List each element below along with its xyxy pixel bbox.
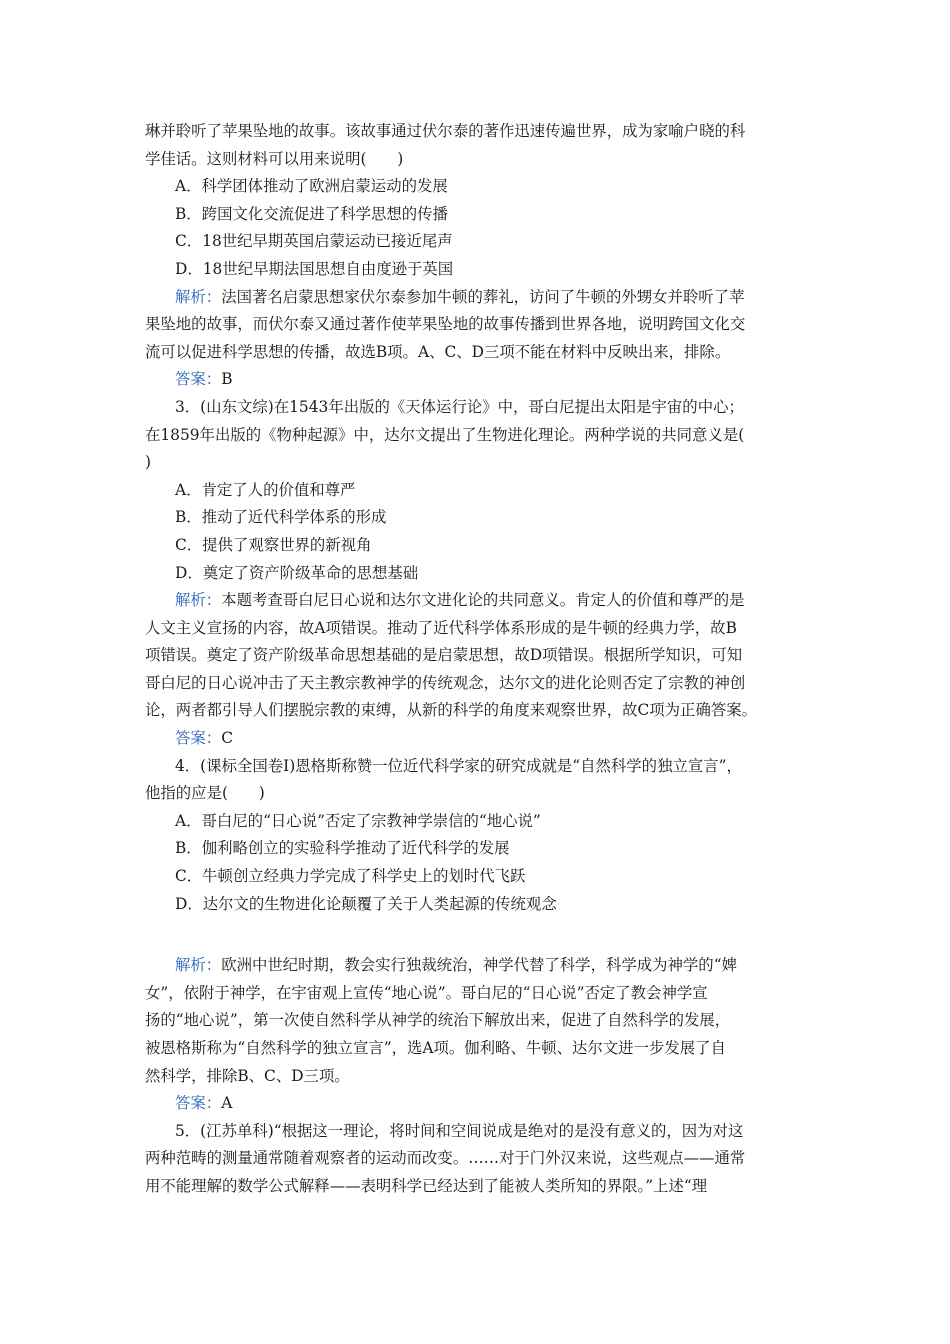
q3-option-d: D．奠定了资产阶级革命的思想基础 — [175, 563, 419, 582]
q5-stem-line: 两种范畴的测量通常随着观察者的运动而改变。……对于门外汉来说，这些观点——通常 — [145, 1149, 746, 1168]
analysis-text: 法国著名启蒙思想家伏尔泰参加牛顿的葬礼，访问了牛顿的外甥女并聆听了苹 — [221, 287, 745, 306]
q2-option-a: A．科学团体推动了欧洲启蒙运动的发展 — [175, 177, 448, 196]
q2-analysis-line: 流可以促进科学思想的传播，故选B项。A、C、D三项不能在材料中反映出来，排除。 — [145, 342, 731, 361]
answer-label: 答案： — [175, 370, 222, 389]
analysis-label: 解析： — [175, 591, 222, 610]
q2-option-b: B．跨国文化交流促进了科学思想的传播 — [175, 204, 448, 223]
q2-stem-line: 琳并聆听了苹果坠地的故事。该故事通过伏尔泰的著作迅速传遍世界，成为家喻户晓的科 — [145, 122, 746, 140]
q3-stem-line: 3．(山东文综)在1543年出版的《天体运行论》中，哥白尼提出太阳是宇宙的中心； — [175, 397, 744, 416]
q4-analysis-line: 女”，依附于神学，在宇宙观上宣传“地心说”。哥白尼的“日心说”否定了教会神学宣 — [145, 983, 708, 1002]
q3-option-c: C．提供了观察世界的新视角 — [175, 535, 372, 554]
answer-label: 答案： — [175, 1094, 222, 1113]
q2-analysis-line — [145, 284, 810, 312]
q2-analysis-line: 果坠地的故事，而伏尔泰又通过著作使苹果坠地的故事传播到世界各地，说明跨国文化交 — [145, 315, 746, 334]
q2-stem-line: 学佳话。这则材料可以用来说明( ) — [145, 149, 404, 168]
q4-option-b: B．伽利略创立的实验科学推动了近代科学的发展 — [175, 839, 510, 858]
q3-analysis-line: 哥白尼的日心说冲击了天主教宗教神学的传统观念，达尔文的进化论则否定了宗教的神创 — [145, 673, 746, 692]
q3-answer — [145, 725, 810, 753]
q4-analysis-line: 然科学，排除B、C、D三项。 — [145, 1066, 350, 1085]
q3-option-b: B．推动了近代科学体系的形成 — [175, 508, 387, 527]
q4-stem-line: 4．(课标全国卷Ⅰ)恩格斯称赞一位近代科学家的研究成就是“自然科学的独立宣言”， — [175, 756, 742, 775]
q3-stem-line: ) — [145, 453, 152, 472]
q5-stem-line: 5．(江苏单科)“根据这一理论，将时间和空间说成是绝对的是没有意义的，因为对这 — [175, 1121, 744, 1140]
q4-option-a: A．哥白尼的“日心说”否定了宗教神学崇信的“地心说” — [175, 811, 541, 830]
q4-stem-line: 他指的应是( ) — [145, 784, 265, 803]
analysis-text: 本题考查哥白尼日心说和达尔文进化论的共同意义。肯定人的价值和尊严的是 — [221, 591, 745, 610]
q3-option-a: A．肯定了人的价值和尊严 — [175, 480, 356, 499]
q4-option-c: C．牛顿创立经典力学完成了科学史上的划时代飞跃 — [175, 867, 526, 886]
q2-option-c: C．18世纪早期英国启蒙运动已接近尾声 — [175, 232, 453, 251]
answer-value: C — [221, 729, 233, 748]
q3-analysis-line: 项错误。奠定了资产阶级革命思想基础的是启蒙思想，故D项错误。根据所学知识，可知 — [145, 646, 743, 665]
q4-option-d: D．达尔文的生物进化论颠覆了关于人类起源的传统观念 — [175, 894, 557, 913]
q3-analysis-line: 人文主义宣扬的内容，故A项错误。推动了近代科学体系形成的是牛顿的经典力学，故B — [145, 618, 737, 637]
q2-option-d: D．18世纪早期法国思想自由度逊于英国 — [175, 259, 454, 278]
q2-answer — [145, 366, 810, 394]
answer-value: A — [221, 1094, 233, 1113]
q3-analysis-line: 论，两者都引导人们摆脱宗教的束缚，从新的科学的角度来观察世界，故C项为正确答案。 — [145, 701, 758, 720]
answer-value: B — [221, 370, 233, 389]
document-page — [145, 118, 810, 1201]
q3-stem-line: 在1859年出版的《物种起源》中，达尔文提出了生物进化理论。两种学说的共同意义是( — [145, 425, 745, 444]
q4-analysis-line: 扬的“地心说”，第一次使自然科学从神学的统治下解放出来，促进了自然科学的发展， — [145, 1011, 731, 1030]
q4-answer — [145, 1090, 810, 1118]
spacer — [145, 918, 810, 952]
analysis-label: 解析： — [175, 287, 222, 306]
q4-analysis-line — [145, 952, 810, 980]
analysis-text: 欧洲中世纪时期，教会实行独裁统治，神学代替了科学，科学成为神学的“婢 — [221, 956, 737, 975]
q5-stem-line: 用不能理解的数学公式解释——表明科学已经达到了能被人类所知的界限。”上述“理 — [145, 1176, 708, 1195]
q4-analysis-line: 被恩格斯称为“自然科学的独立宣言”，选A项。伽利略、牛顿、达尔文进一步发展了自 — [145, 1039, 726, 1057]
analysis-label: 解析： — [175, 956, 222, 975]
answer-label: 答案： — [175, 729, 222, 748]
q3-analysis-line — [145, 587, 810, 615]
